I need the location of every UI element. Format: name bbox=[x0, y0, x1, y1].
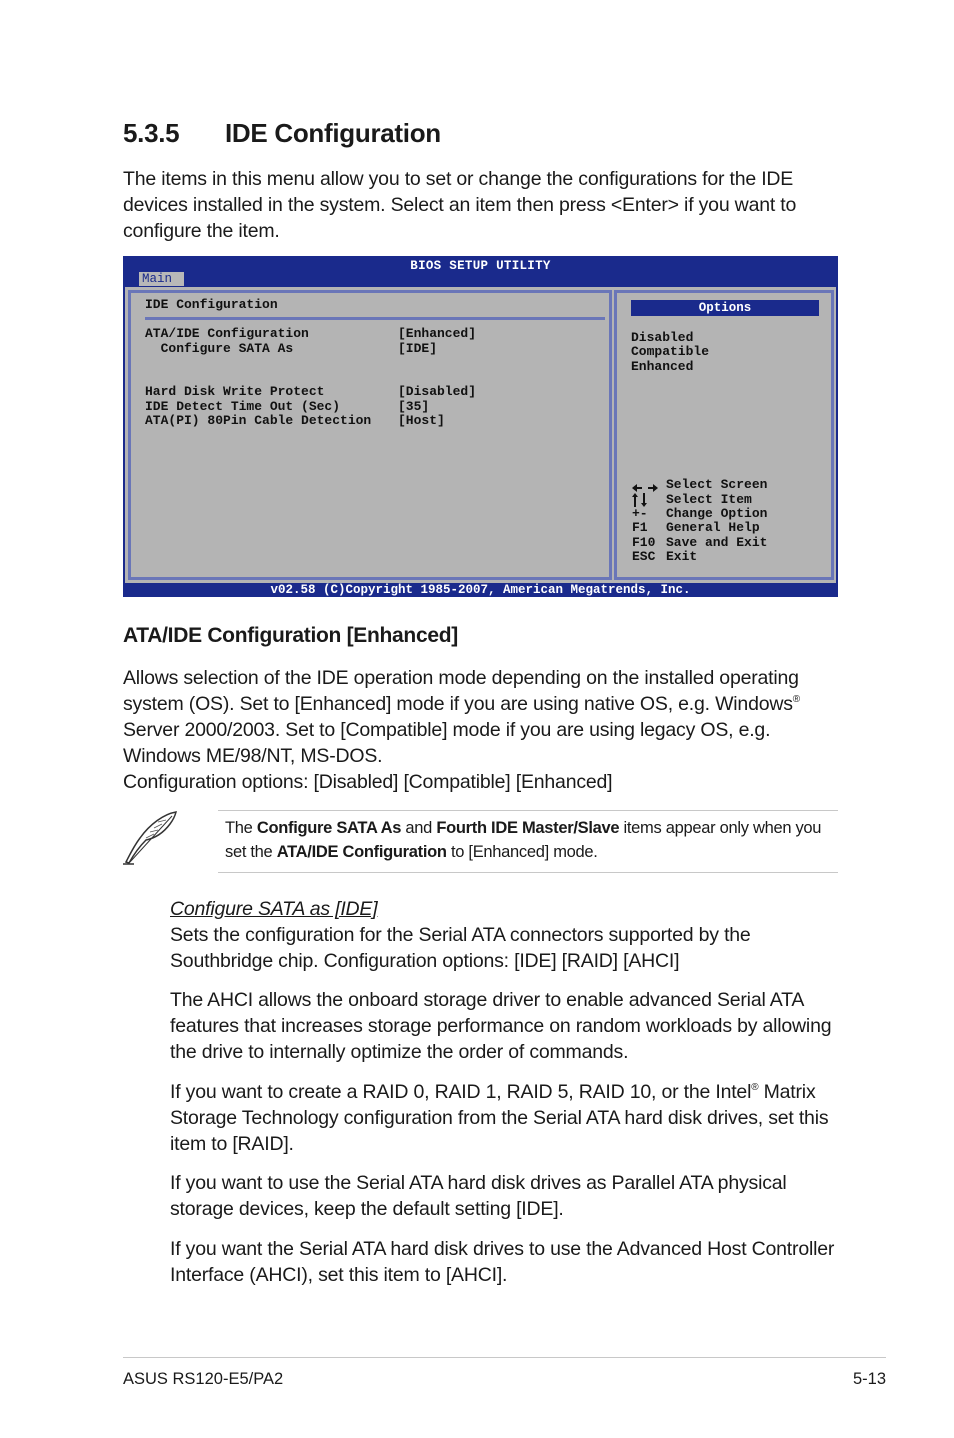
ata-description bbox=[123, 665, 853, 795]
note-bottom-rule bbox=[218, 872, 838, 873]
section-heading bbox=[123, 118, 441, 149]
footer-rule bbox=[123, 1357, 886, 1358]
bios-row-value[interactable]: [Enhanced] bbox=[398, 326, 477, 341]
sata-heading: Configure SATA as [IDE] bbox=[170, 898, 378, 920]
note-fragment: to [Enhanced] mode. bbox=[446, 843, 598, 861]
help-key: ESC bbox=[632, 549, 656, 564]
section-title: IDE Configuration bbox=[225, 118, 441, 148]
bios-footer: v02.58 (C)Copyright 1985-2007, American Megatrends, Inc. bbox=[270, 583, 691, 597]
bios-tab-main[interactable]: Main bbox=[139, 272, 184, 286]
note-bold: ATA/IDE Configuration bbox=[276, 843, 447, 861]
sata-paragraph: The AHCI allows the onboard storage driver to enable advanced Serial ATA features that increases storage performance on random workloads by allowing the drive to internally optimize the order of commands. bbox=[170, 989, 832, 1063]
footer-page-number: 5-13 bbox=[852, 1370, 886, 1388]
registered-mark: ® bbox=[751, 1082, 759, 1093]
ata-desc-text: Server 2000/2003. Set to [Compatible] mode if you are using legacy OS, e.g. Windows ME/98/NT, MS-DOS. bbox=[123, 719, 771, 767]
bios-row-label[interactable]: ATA(PI) 80Pin Cable Detection bbox=[145, 413, 372, 428]
sata-paragraph: If you want the Serial ATA hard disk drives to use the Advanced Host Controller Interface (AHCI), set this item to [AHCI]. bbox=[170, 1238, 835, 1286]
sata-paragraph: If you want to use the Serial ATA hard disk drives as Parallel ATA physical storage devices, keep the default setting [IDE]. bbox=[170, 1172, 787, 1220]
section-number: 5.3.5 bbox=[123, 118, 180, 148]
help-key: F1 bbox=[632, 520, 648, 535]
help-action: Save and Exit bbox=[666, 535, 768, 550]
bios-row-value[interactable]: [IDE] bbox=[398, 341, 438, 356]
note-fragment: and bbox=[401, 819, 437, 837]
options-header: Options bbox=[631, 300, 819, 316]
footer-product: ASUS RS120-E5/PA2 bbox=[123, 1370, 284, 1388]
ata-config-options: Configuration options: [Disabled] [Compatible] [Enhanced] bbox=[123, 771, 613, 793]
bios-title: BIOS SETUP UTILITY bbox=[410, 259, 551, 273]
sata-text: Matrix Storage Technology configuration from the Serial ATA hard disk drives, set this item to [RAID]. bbox=[170, 1081, 829, 1155]
bios-row-value[interactable]: [35] bbox=[398, 399, 430, 414]
option-item[interactable]: Disabled bbox=[631, 330, 694, 345]
bios-row-value[interactable]: [Disabled] bbox=[398, 384, 477, 399]
note-fragment: The bbox=[225, 819, 257, 837]
bios-row-label[interactable]: Configure SATA As bbox=[145, 341, 294, 356]
help-action: Change Option bbox=[666, 506, 768, 521]
sata-text: If you want to create a RAID 0, RAID 1, RAID 5, RAID 10, or the Intel bbox=[170, 1081, 752, 1103]
option-item[interactable]: Compatible bbox=[631, 344, 710, 359]
help-key: +- bbox=[632, 506, 648, 521]
sata-paragraph bbox=[170, 1079, 850, 1157]
help-action: Exit bbox=[666, 549, 698, 564]
bios-row-value[interactable]: [Host] bbox=[398, 413, 445, 428]
bios-help-pane bbox=[614, 290, 834, 580]
help-action: Select Screen bbox=[666, 477, 768, 492]
up-down-arrows-icon bbox=[632, 493, 648, 507]
bios-settings-pane bbox=[128, 290, 612, 580]
help-action: Select Item bbox=[666, 492, 752, 507]
bios-row-label[interactable]: ATA/IDE Configuration bbox=[145, 326, 309, 341]
note-bold: Configure SATA As bbox=[256, 819, 402, 837]
sata-paragraph: Sets the configuration for the Serial ATA connectors supported by the Southbridge chip. Configuration options: [IDE] [RAID] [AHCI] bbox=[170, 924, 751, 972]
option-item[interactable]: Enhanced bbox=[631, 359, 694, 374]
note-top-rule bbox=[218, 810, 838, 811]
bios-row-label[interactable]: Hard Disk Write Protect bbox=[145, 384, 325, 399]
note-text bbox=[225, 816, 835, 864]
sata-section bbox=[170, 896, 850, 974]
feather-note-icon bbox=[120, 808, 182, 868]
ata-heading: ATA/IDE Configuration [Enhanced] bbox=[123, 624, 458, 647]
intro-paragraph: The items in this menu allow you to set or change the configurations for the IDE devices installed in the system. Select an item then press <Enter> if you want to configure the item. bbox=[123, 168, 797, 242]
bios-pane-header: IDE Configuration bbox=[145, 297, 278, 312]
ata-desc-text: Allows selection of the IDE operation mode depending on the installed operating system (OS). Set to [Enhanced] mode if you are using native OS, e.g. Windows bbox=[123, 667, 799, 715]
registered-mark: ® bbox=[792, 694, 800, 705]
bios-body bbox=[125, 287, 836, 583]
help-key: F10 bbox=[632, 535, 656, 550]
note-fragment: items appear only when you set the bbox=[225, 819, 822, 861]
bios-row-label[interactable]: IDE Detect Time Out (Sec) bbox=[145, 399, 341, 414]
help-action: General Help bbox=[666, 520, 760, 535]
bios-screen bbox=[123, 256, 838, 597]
note-bold: Fourth IDE Master/Slave bbox=[436, 819, 620, 837]
bios-header-rule bbox=[145, 317, 605, 320]
